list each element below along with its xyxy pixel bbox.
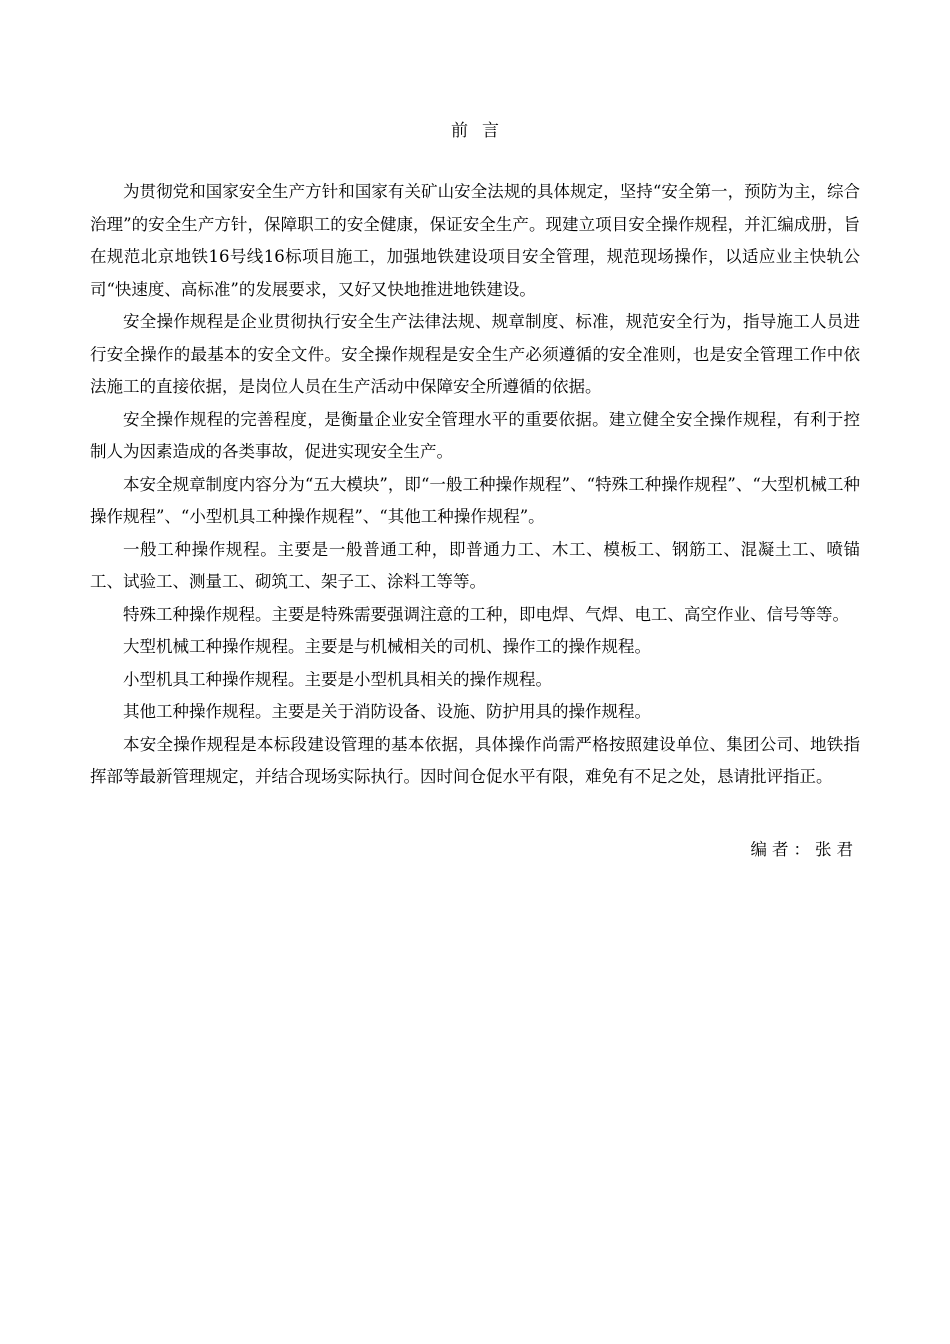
paragraph-definition: 安全操作规程是企业贯彻执行安全生产法律法规、规章制度、标准，规范安全行为，指导施工人员进行安全操作的最基本的安全文件。安全操作规程是安全生产必须遵循的安全准则，也是安全管理工作中依法施工的直接依据，是岗位人员在生产活动中保障安全所遵循的依据。 (90, 312, 860, 396)
paragraph-small-tools: 小型机具工种操作规程。主要是小型机具相关的操作规程。 (123, 669, 552, 689)
paragraph-other-trades: 其他工种操作规程。主要是关于消防设备、设施、防护用具的操作规程。 (123, 702, 651, 721)
paragraph-importance: 安全操作规程的完善程度，是衡量企业安全管理水平的重要依据。建立健全安全操作规程，有利于控制人为因素造成的各类事故，促进实现安全生产。 (90, 409, 860, 461)
paragraph-general-trades: 一般工种操作规程。主要是一般普通工种，即普通力工、木工、模板工、钢筋工、混凝土工、喷锚工、试验工、测量工、砌筑工、架子工、涂料工等等。 (90, 539, 860, 591)
paragraph-intro: 为贯彻党和国家安全生产方针和国家有关矿山安全法规的具体规定，坚持“安全第一，预防为主，综合治理”的安全生产方针，保障职工的安全健康，保证安全生产。现建立项目安全操作规程，并汇编成册，旨在规范北京地铁16号线16标项目施工，加强地铁建设项目安全管理，规范现场操作，以适应业主快轨公司“快速度、高标准”的发展要求，又好又快地推进地铁建设。 (90, 182, 860, 299)
paragraph-special-trades: 特殊工种操作规程。主要是特殊需要强调注意的工种，即电焊、气焊、电工、高空作业、信号等等。 (123, 604, 849, 624)
page-title: 前言 (451, 121, 513, 141)
author-signature: 编者：张君 (750, 840, 858, 859)
paragraph-modules: 本安全规章制度内容分为“五大模块”，即“一般工种操作规程”、“特殊工种操作规程”、“大型机械工种操作规程”、“小型机具工种操作规程”、“其他工种操作规程”。 (90, 474, 860, 526)
paragraph-closing: 本安全操作规程是本标段建设管理的基本依据，具体操作尚需严格按照建设单位、集团公司、地铁指挥部等最新管理规定，并结合现场实际执行。因时间仓促水平有限，难免有不足之处，恳请批评指正。 (90, 734, 860, 786)
document-body (90, 176, 860, 794)
paragraph-large-machinery: 大型机械工种操作规程。主要是与机械相关的司机、操作工的操作规程。 (123, 637, 651, 656)
